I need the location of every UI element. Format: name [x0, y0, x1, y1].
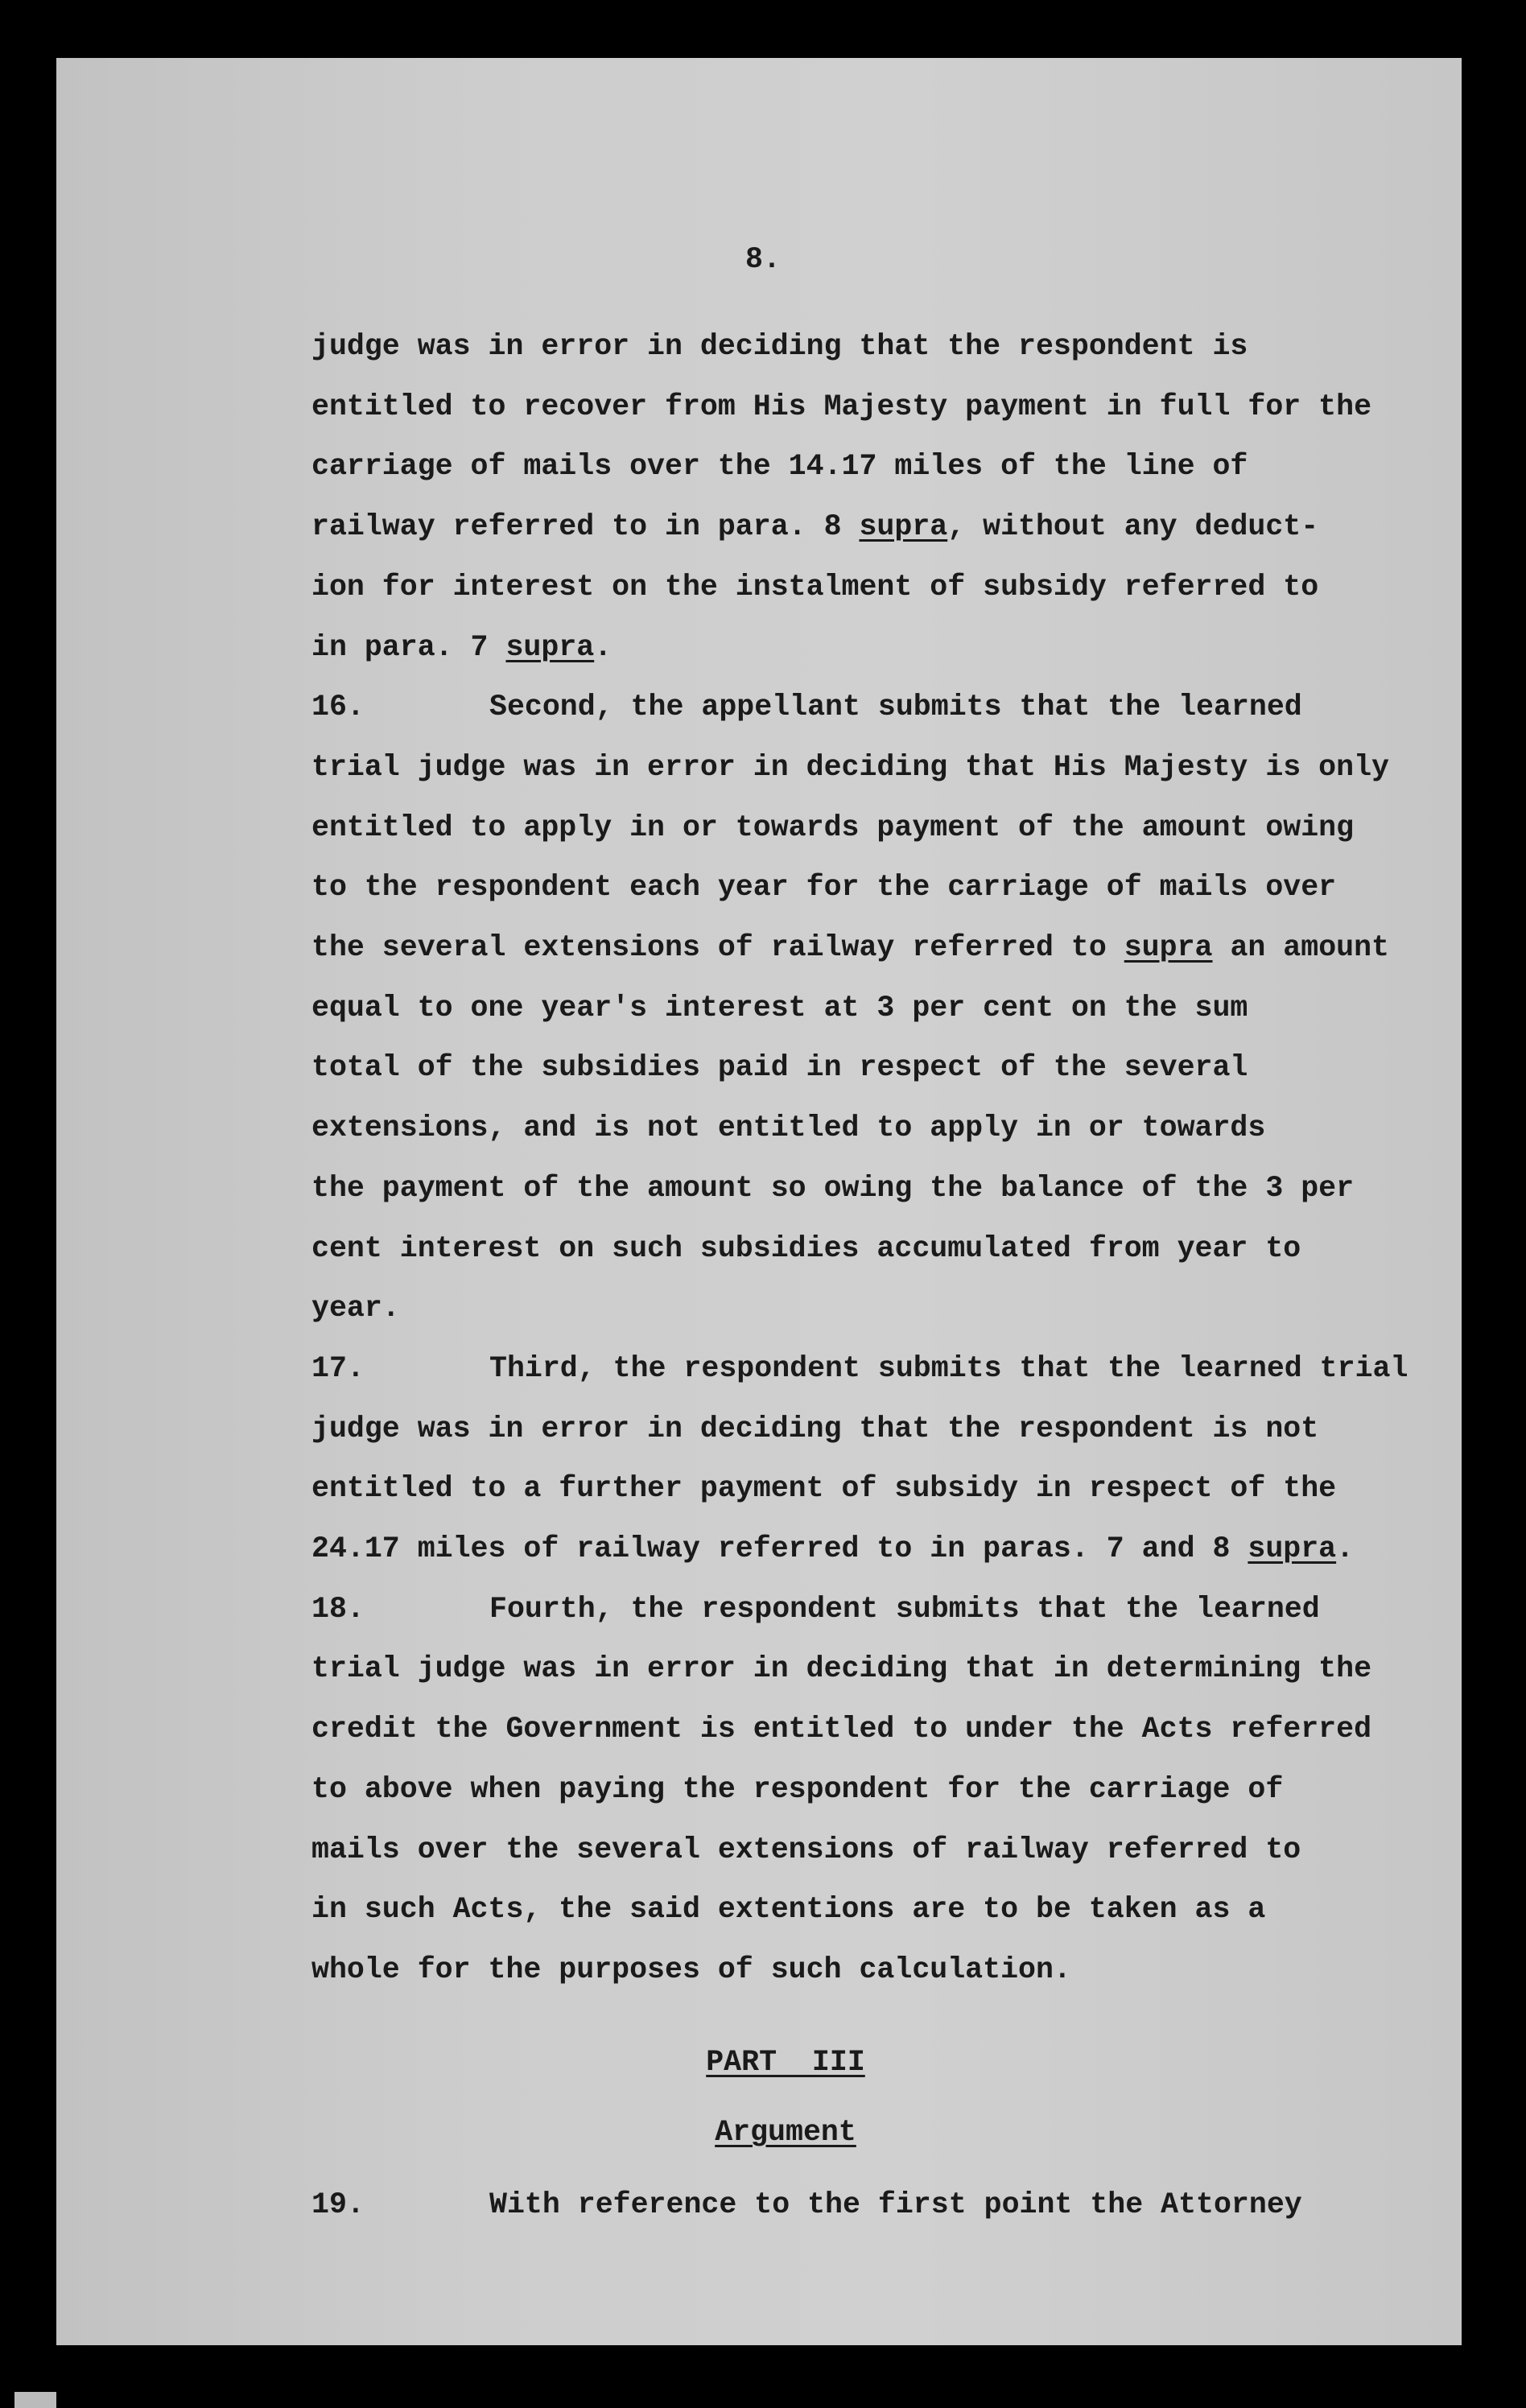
line-text: entitled to recover from His Majesty payment in full for the	[311, 390, 1372, 423]
line-text: year.	[311, 1292, 400, 1326]
line-text: equal to one year's interest at 3 per cent on the sum	[311, 991, 1248, 1025]
section-heading-text: Argument	[715, 2116, 856, 2149]
line-text: carriage of mails over the 14.17 miles of the line of	[311, 450, 1248, 484]
paragraph-line	[311, 1940, 1071, 2001]
paragraph-line	[311, 558, 1318, 618]
line-text: railway referred to in para. 8	[311, 510, 860, 544]
line-text: Second, the appellant submits that the learned	[489, 691, 1302, 724]
line-text: the payment of the amount so owing the balance of the 3 per	[311, 1171, 1355, 1205]
part-heading-text: PART III	[706, 2046, 865, 2079]
paragraph-line	[311, 1519, 1354, 1580]
line-text: in para. 7	[311, 630, 506, 664]
line-text: mails over the several extensions of railway referred to	[311, 1833, 1301, 1866]
paragraph-line	[311, 979, 1248, 1039]
part-heading	[23, 2043, 1526, 2083]
line-text: Third, the respondent submits that the learned trial	[489, 1351, 1408, 1385]
line-text: With reference to the first point the Attorney	[489, 2188, 1302, 2221]
line-text: whole for the purposes of such calculation.	[311, 1952, 1071, 1986]
line-text: judge was in error in deciding that the respondent is not	[311, 1412, 1319, 1445]
paragraph-line	[311, 918, 1389, 979]
paragraph-line	[311, 497, 1318, 558]
paragraph-line	[311, 317, 1248, 377]
line-text: Fourth, the respondent submits that the learned	[489, 1592, 1320, 1626]
line-text: the several extensions of railway referred to	[311, 931, 1124, 964]
paragraph-line	[311, 1639, 1371, 1700]
line-text: total of the subsidies paid in respect of the several	[311, 1051, 1248, 1085]
paragraph-number: 17.	[311, 1351, 365, 1385]
paragraph-line	[311, 1400, 1318, 1460]
line-text: judge was in error in deciding that the respondent is	[311, 330, 1248, 363]
paragraph-number: 19.	[311, 2188, 365, 2221]
paragraph-line	[311, 618, 612, 678]
line-text: extensions, and is not entitled to apply in or towards	[311, 1111, 1266, 1145]
paragraph-line	[311, 1700, 1371, 1760]
section-heading	[23, 2113, 1526, 2153]
line-text: trial judge was in error in deciding that in determining the	[311, 1652, 1372, 1686]
line-text: an amount	[1212, 931, 1390, 964]
paragraph-line	[311, 858, 1336, 918]
paragraph-line	[311, 1459, 1336, 1519]
line-text: to the respondent each year for the carriage of mails over	[311, 871, 1337, 905]
line-text: cent interest on such subsidies accumulated from year to	[311, 1231, 1301, 1265]
line-text: ion for interest on the instalment of subsidy referred to	[311, 570, 1319, 604]
paragraph-number: 16.	[311, 691, 365, 724]
paragraph-line	[311, 2175, 1302, 2236]
paragraph-line	[311, 678, 1302, 738]
underlined-text: supra	[505, 630, 595, 664]
line-text: entitled to apply in or towards payment of the amount owing	[311, 810, 1355, 844]
line-text: in such Acts, the said extentions are to be taken as a	[311, 1893, 1266, 1927]
paragraph-line	[311, 1219, 1301, 1280]
paragraph-line	[311, 1820, 1301, 1881]
paragraph-line	[311, 1339, 1408, 1400]
line-text: .	[1336, 1532, 1355, 1565]
paragraph-number: 18.	[311, 1592, 365, 1626]
paragraph-line	[311, 1880, 1265, 1940]
line-text: 24.17 miles of railway referred to in paras. 7 and 8	[311, 1532, 1248, 1565]
paragraph-line	[311, 738, 1389, 798]
paragraph-line	[311, 798, 1354, 859]
paragraph-line	[311, 1099, 1265, 1159]
line-text: entitled to a further payment of subsidy in respect of the	[311, 1472, 1337, 1506]
line-text: credit the Government is entitled to under the Acts referred	[311, 1713, 1372, 1746]
underlined-text: supra	[859, 510, 948, 544]
paragraph-line	[311, 1580, 1320, 1640]
line-text: trial judge was in error in deciding that His Majesty is only	[311, 750, 1389, 784]
paragraph-line	[311, 1159, 1354, 1219]
underlined-text: supra	[1248, 1532, 1337, 1565]
paragraph-line	[311, 377, 1371, 438]
line-text: .	[594, 630, 612, 664]
paragraph-line	[311, 1038, 1248, 1099]
underlined-text: supra	[1124, 931, 1213, 964]
page-number: 8.	[745, 243, 781, 276]
paragraph-line	[311, 1760, 1283, 1820]
page-edge-scrap	[14, 2392, 56, 2408]
line-text: , without any deduct-	[947, 510, 1319, 544]
paragraph-line	[311, 1279, 400, 1339]
line-text: to above when paying the respondent for the carriage of	[311, 1772, 1284, 1806]
paragraph-line	[311, 437, 1248, 497]
